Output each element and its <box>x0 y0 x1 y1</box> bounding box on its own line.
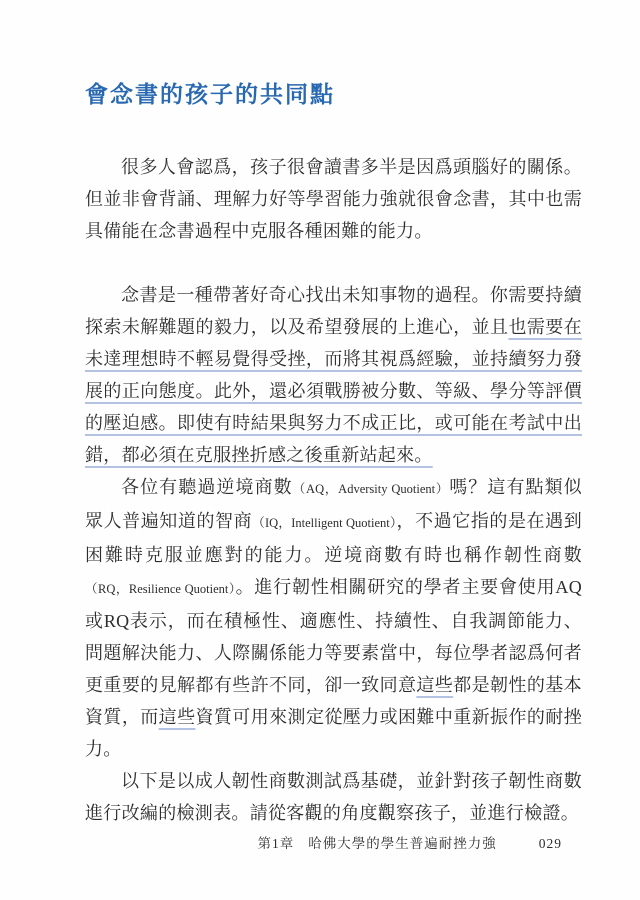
text-run-normal: 很多人會認爲，孩子很會讀書多半是因爲頭腦好的關係。但並非會背誦、理解力好等學習能力強就很會念書，其中也需具備能在念書過程中克服各種困難的能力。 <box>85 157 582 241</box>
text-run-paren: （AQ，Adversity Quotient） <box>292 482 450 496</box>
text-run-underline: 這些 <box>158 707 196 727</box>
body-text <box>85 151 582 829</box>
text-run-normal: 資質可用來測定從壓力或困難中重新振作的耐挫力。 <box>85 707 582 759</box>
page-content <box>85 76 582 829</box>
footer-section-name: 哈佛大學的學生普遍耐挫力強 <box>308 836 497 851</box>
text-run-normal: 各位有聽過逆境商數 <box>121 477 293 497</box>
text-run-normal: 以下是以成人韌性商數測試爲基礎，並針對孩子韌性商數進行改編的檢測表。請從客觀的角度觀察孩子，並進行檢證。 <box>85 771 582 823</box>
footer-page-number: 029 <box>538 836 562 851</box>
paragraph <box>85 279 582 471</box>
text-run-underline: 這些 <box>416 675 454 695</box>
text-run-normal: 念書是一種帶著好奇心找出未知事物的過程。你需要持續探索未解難題的毅力，以及希望發展的上進心，並且 <box>85 285 582 337</box>
text-run-normal: 嗎？這有點類似眾人普遍知道的智商 <box>85 477 583 531</box>
footer-chapter-number: 第1章 <box>257 836 295 851</box>
section-title: 會念書的孩子的共同點 <box>85 82 335 107</box>
text-run-paren: （RQ，Resilience Quotient） <box>85 582 236 596</box>
text-run-underline: 也需要在未達理想時不輕易覺得受挫，而將其視爲經驗，並持續努力發展的正向態度。此外，還必須戰勝被分數、等級、學分等評價的壓迫感。即使有時結果與努力不成正比，或可能在考試中出錯，都必須在克服挫折感之後重新站起來。 <box>85 317 583 465</box>
text-run-paren: （IQ，Intelligent Quotient） <box>252 516 397 530</box>
text-run-normal: 都是韌性的基本資質，而 <box>85 675 582 727</box>
page-footer <box>258 832 563 852</box>
text-run-normal: 。進行韌性相關研究的學者主要會使用AQ或RQ表示，而在積極性、適應性、持續性、自我調節能力、問題解決能力、人際關係能力等要素當中，每位學者認爲何者更重要的見解都有些許不同，卻一致同意 <box>85 577 583 695</box>
text-run-normal: ，不過它指的是在遇到困難時克服並應對的能力。逆境商數有時也稱作韌性商數 <box>85 511 583 565</box>
paragraph <box>85 471 582 765</box>
paragraph <box>85 765 582 829</box>
paragraph <box>85 151 582 247</box>
